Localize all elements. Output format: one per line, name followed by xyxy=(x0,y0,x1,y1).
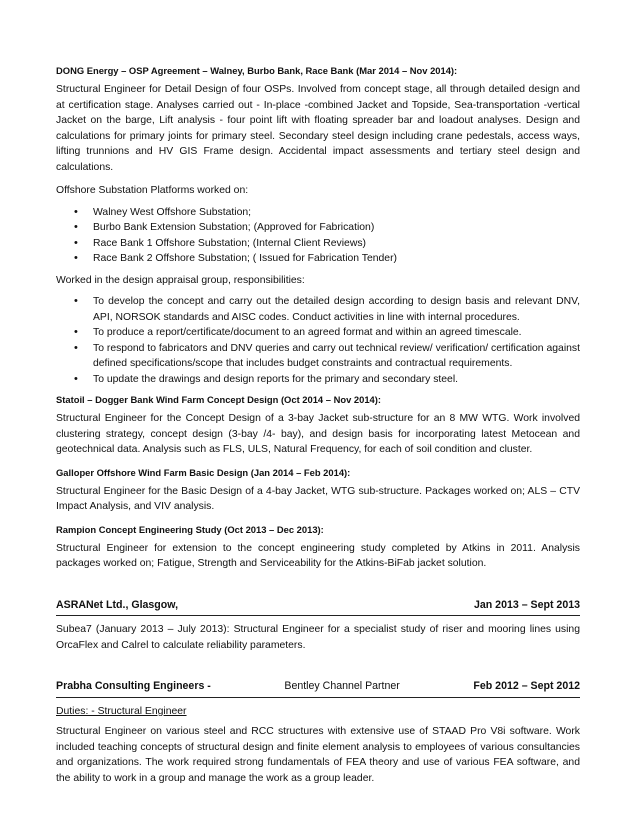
project-dong-energy xyxy=(56,64,580,387)
project-galloper xyxy=(56,466,580,515)
list-item: • To produce a report/certificate/document to an agreed format and within an agreed timescale. xyxy=(56,325,580,341)
platforms-list xyxy=(56,205,580,267)
project-description: Structural Engineer for Detail Design of four OSPs. Involved from concept stage, all through detailed design and at certification stage. Analyses carried out - In-place -combined Jacket and Topside, Sea-transportation -vertical Jacket on the barge, Lift analysis - four point lift with floating spreader bar and loadout analyses. Design and calculations for primary joints for primary steel. Secondary steel design including crane pedestals, access ways, lifting trunnions and HV GIS Frame design. Accidental impact assessments and tertiary steel design and calculations. xyxy=(56,84,580,173)
employment-dates: Jan 2013 – Sept 2013 xyxy=(473,598,580,611)
project-title: Statoil – Dogger Bank Wind Farm Concept Design (Oct 2014 – Nov 2014): xyxy=(56,394,381,405)
list-item: • Walney West Offshore Substation; xyxy=(56,205,580,221)
list-item: • To update the drawings and design reports for the primary and secondary steel. xyxy=(56,372,580,388)
list-item: • Race Bank 1 Offshore Substation; (Internal Client Reviews) xyxy=(56,236,580,252)
project-statoil xyxy=(56,393,580,458)
employer-description: Structural Engineer on various steel and RCC structures with extensive use of STAAD Pro V8i software. Work included teaching concepts of structural design and finite element analysis to employees of various consultancies and organizations. The work required strong fundamentals of FEA theory and use of various FEA software, and the ability to work in a group and manage the work as a group leader. xyxy=(56,726,580,784)
project-title: DONG Energy – OSP Agreement – Walney, Burbo Bank, Race Bank (Mar 2014 – Nov 2014): xyxy=(56,65,458,76)
list-item: • Burbo Bank Extension Substation; (Approved for Fabrication) xyxy=(56,220,580,236)
duties-heading: Duties: - Structural Engineer xyxy=(56,705,187,717)
responsibilities-intro: Worked in the design appraisal group, responsibilities: xyxy=(56,274,305,286)
list-item: • Race Bank 2 Offshore Substation; ( Issued for Fabrication Tender) xyxy=(56,251,580,267)
responsibilities-list xyxy=(56,294,580,387)
employer-name: Prabha Consulting Engineers - xyxy=(56,680,211,692)
employer-name: ASRANet Ltd., Glasgow, xyxy=(56,598,179,611)
employment-dates: Feb 2012 – Sept 2012 xyxy=(473,680,580,692)
project-description: Structural Engineer for extension to the concept engineering study completed by Atkins in 2011. Analysis packages worked on; Fatigue, Strength and Serviceability for the Atkins-BiFab jacket solution. xyxy=(56,542,580,569)
project-title: Galloper Offshore Wind Farm Basic Design (Jan 2014 – Feb 2014): xyxy=(56,466,351,478)
list-item: • To develop the concept and carry out the detailed design according to design basis and relevant DNV, API, NORSOK standards and AISC codes. Conduct activities in line with internal procedures. xyxy=(56,294,580,325)
project-description: Structural Engineer for the Concept Design of a 3-bay Jacket sub-structure for an 8 MW WTG. Work involved clustering strategy, concept design (3-bay /4- bay), and design basis for incorporating latest Metocean and geotechnical data. Analysis such as FLS, ULS, Natural Frequency, for each of soil condition and cluster. xyxy=(56,413,580,455)
employer-description: Subea7 (January 2013 – July 2013): Structural Engineer for a specialist study of riser and mooring lines using OrcaFlex and Calrel to calculate reliability parameters. xyxy=(56,624,580,651)
employer-prabha xyxy=(56,679,580,786)
project-rampion xyxy=(56,523,580,572)
project-description: Structural Engineer for the Basic Design of a 4-bay Jacket, WTG sub-structure. Packages worked on; ALS – CTV Impact Analysis, and VIV analysis. xyxy=(56,485,580,512)
employer-asranet xyxy=(56,598,580,654)
resume-page xyxy=(56,64,580,794)
project-title: Rampion Concept Engineering Study (Oct 2013 – Dec 2013): xyxy=(56,523,324,535)
list-item: • To respond to fabricators and DNV queries and carry out technical review/ verification/ certification against defined specifications/scope that includes budget constraints and contractual requirements. xyxy=(56,341,580,372)
employer-partner: Bentley Channel Partner xyxy=(284,680,400,692)
employer-header xyxy=(56,679,580,698)
employer-header xyxy=(56,598,580,617)
platforms-intro: Offshore Substation Platforms worked on: xyxy=(56,185,249,196)
